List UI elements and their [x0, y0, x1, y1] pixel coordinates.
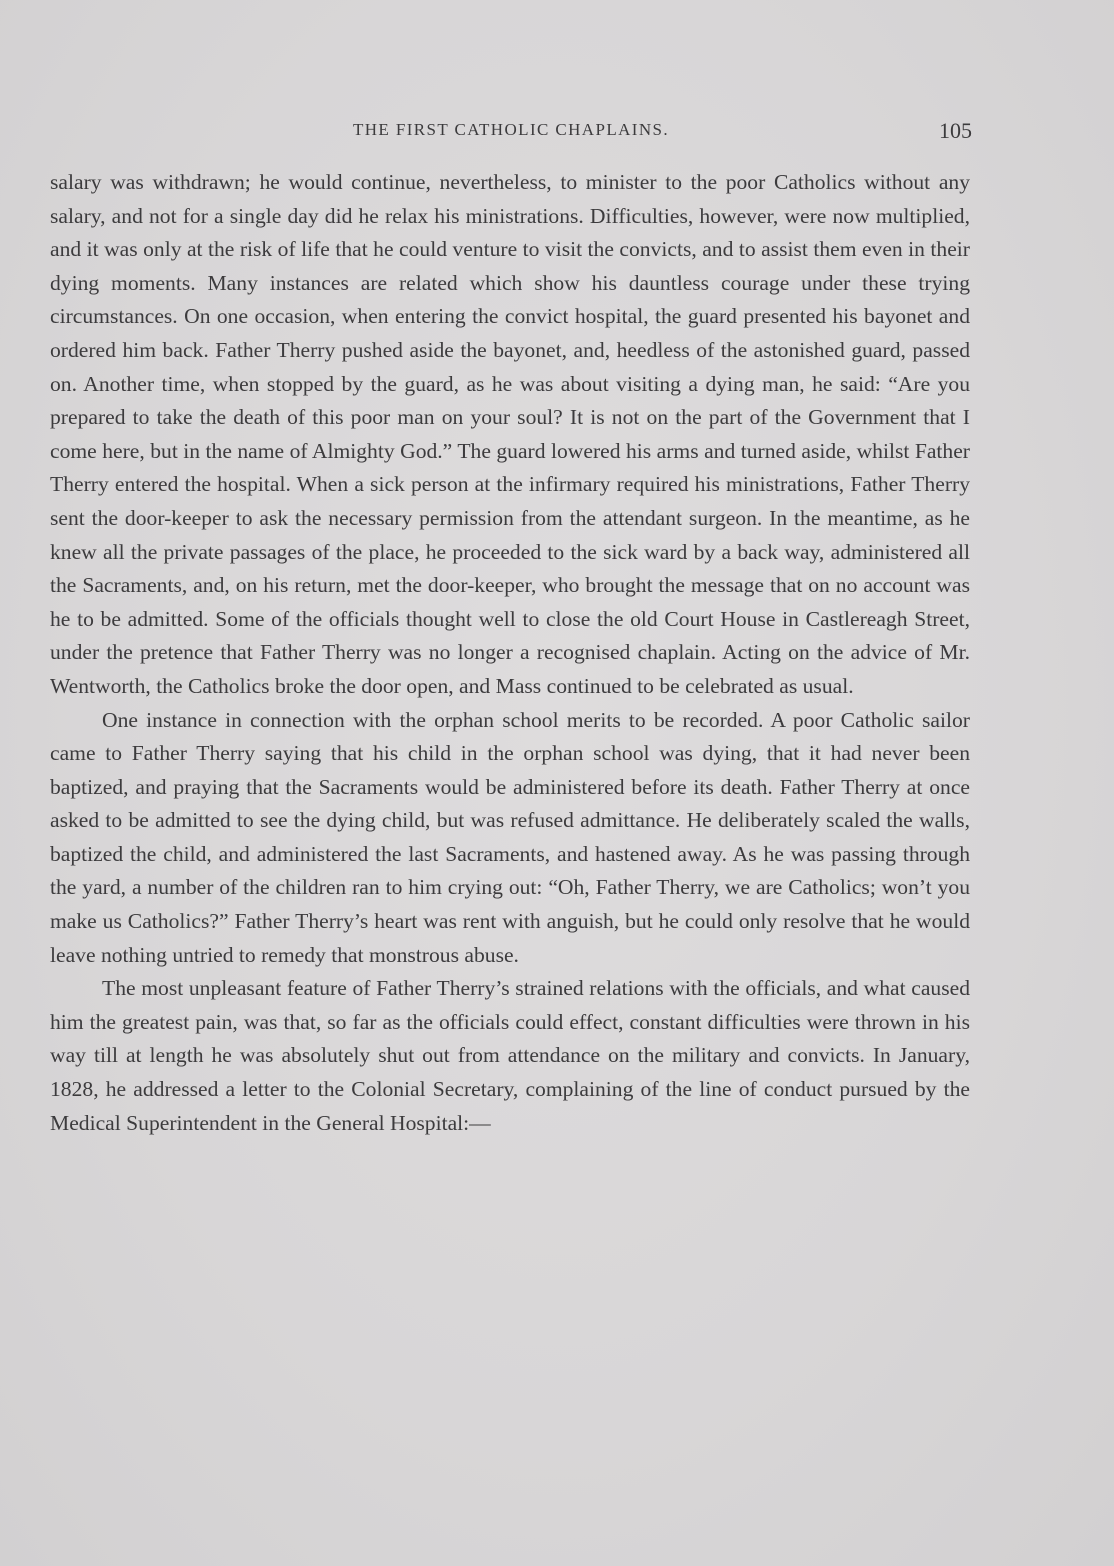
paragraph-3: The most unpleasant feature of Father Therry’s strained relations with the officials, and what caused him the greatest pain, was that, so far as the officials could effect, constant difficulties were thrown in his way till at length he was absolutely shut out from attendance on the military and convicts. In January, 1828, he addressed a letter to the Colonial Secretary, complaining of the line of conduct pursued by the Medical Superintendent in the General Hospital:—: [50, 976, 970, 1135]
page-number: 105: [939, 118, 972, 143]
body-text: [50, 166, 970, 1140]
running-title: THE FIRST CATHOLIC CHAPLAINS.: [352, 120, 670, 139]
running-header: [50, 118, 972, 148]
paragraph-1: salary was withdrawn; he would continue, nevertheless, to minister to the poor Catholics without any salary, and not for a single day did he relax his ministrations. Difficulties, however, were now multiplied, and it was only at the risk of life that he could venture to visit the convicts, and to assist them even in their dying moments. Many instances are related which show his dauntless courage under these trying circumstances. On one occasion, when entering the convict hospital, the guard presented his bayonet and ordered him back. Father Therry pushed aside the bayonet, and, heedless of the astonished guard, passed on. Another time, when stopped by the guard, as he was about visiting a dying man, he said: “Are you prepared to take the death of this poor man on your soul? It is not on the part of the Government that I come here, but in the name of Almighty God.” The guard lowered his arms and turned aside, whilst Father Therry entered the hospital. When a sick person at the infirmary required his ministrations, Father Therry sent the door-keeper to ask the necessary permission from the attendant surgeon. In the meantime, as he knew all the private passages of the place, he proceeded to the sick ward by a back way, administered all the Sacraments, and, on his return, met the door-keeper, who brought the message that on no account was he to be admitted. Some of the officials thought well to close the old Court House in Castlereagh Street, under the pretence that Father Therry was no longer a recognised chaplain. Acting on the advice of Mr. Wentworth, the Catholics broke the door open, and Mass continued to be celebrated as usual.: [50, 170, 970, 698]
paragraph-2: One instance in connection with the orphan school merits to be recorded. A poor Catholic sailor came to Father Therry saying that his child in the orphan school was dying, that it had never been baptized, and praying that the Sacraments would be administered before its death. Father Therry at once asked to be admitted to see the dying child, but was refused admittance. He deliberately scaled the walls, baptized the child, and administered the last Sacraments, and hastened away. As he was passing through the yard, a number of the children ran to him crying out: “Oh, Father Therry, we are Catholics; won’t you make us Catholics?” Father Therry’s heart was rent with anguish, but he could only resolve that he would leave nothing untried to remedy that monstrous abuse.: [50, 707, 970, 967]
